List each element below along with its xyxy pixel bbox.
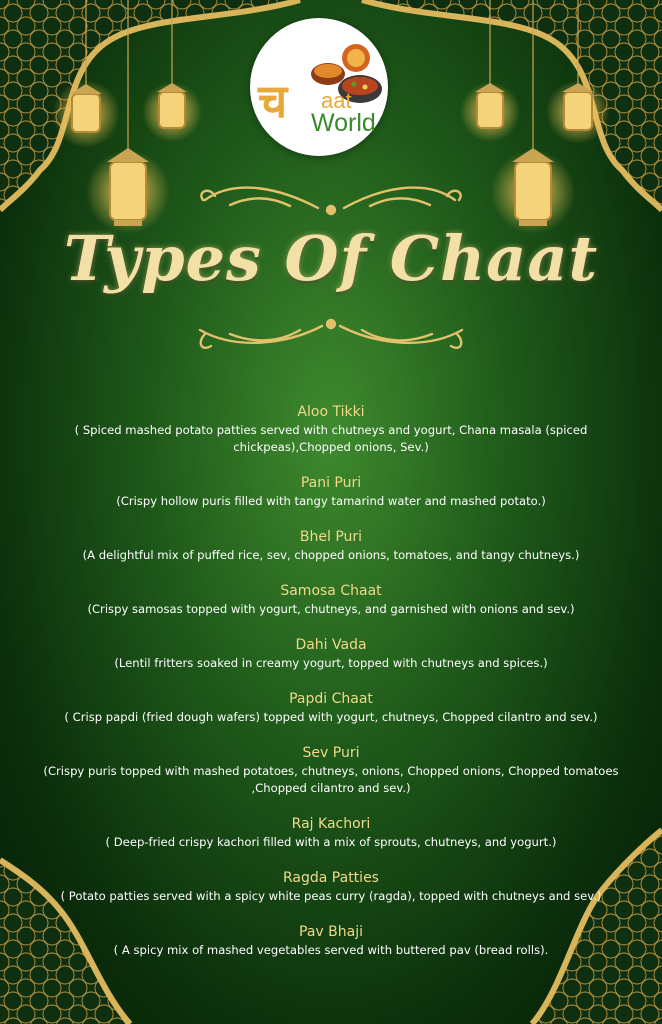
menu-item-name: Aloo Tikki — [297, 404, 365, 420]
menu-item — [40, 527, 622, 564]
menu-item — [40, 402, 622, 456]
menu-item — [40, 635, 622, 672]
menu-item-description: (Crispy puris topped with mashed potatoes, chutneys, onions, Chopped onions, Chopped tomatoes ,Chopped cilantro and sev.) — [43, 764, 619, 795]
menu-item-description: ( Spiced mashed potato patties served with chutneys and yogurt, Chana masala (spiced chickpeas),Chopped onions, Sev.) — [74, 423, 588, 454]
menu-item-description: ( Deep-fried crispy kachori filled with a mix of sprouts, chutneys, and yogurt.) — [105, 835, 557, 849]
menu-item-name: Pani Puri — [300, 475, 362, 491]
menu-item-name: Dahi Vada — [295, 637, 367, 653]
menu-item-name: Pav Bhaji — [299, 924, 363, 940]
menu-item — [40, 743, 622, 797]
menu-item — [40, 922, 622, 959]
menu-item-description: ( Potato patties served with a spicy white peas curry (ragda), topped with chutneys and sev.) — [60, 889, 602, 903]
menu-item-name: Papdi Chaat — [289, 691, 373, 707]
menu-item-name: Sev Puri — [302, 745, 360, 761]
menu-item-description: (Lentil fritters soaked in creamy yogurt, topped with chutneys and spices.) — [114, 656, 548, 670]
menu-item-description: (Crispy hollow puris filled with tangy tamarind water and mashed potato.) — [116, 494, 546, 508]
page-title: Types Of Chaat — [63, 222, 599, 295]
brand-logo — [250, 18, 388, 156]
menu-list — [40, 402, 622, 976]
menu-item — [40, 814, 622, 851]
flourish-divider-bottom — [200, 320, 462, 348]
logo-text-world: World — [311, 109, 376, 137]
menu-item-description: ( Crisp papdi (fried dough wafers) topped with yogurt, chutneys, Chopped cilantro and sev.) — [64, 710, 598, 724]
logo-text-aat: aat — [321, 88, 352, 113]
logo-glyph: च — [258, 74, 288, 128]
menu-item-description: (A delightful mix of puffed rice, sev, chopped onions, tomatoes, and tangy chutneys.) — [82, 548, 580, 562]
menu-item-name: Bhel Puri — [299, 529, 363, 545]
menu-item-description: ( A spicy mix of mashed vegetables served with buttered pav (bread rolls). — [113, 943, 549, 957]
menu-item — [40, 581, 622, 618]
menu-item-description: (Crispy samosas topped with yogurt, chutneys, and garnished with onions and sev.) — [87, 602, 575, 616]
flourish-divider-top — [201, 188, 460, 214]
menu-item-name: Ragda Patties — [283, 870, 379, 886]
menu-item — [40, 689, 622, 726]
menu-item-name: Samosa Chaat — [280, 583, 382, 599]
menu-item-name: Raj Kachori — [291, 816, 371, 832]
menu-item — [40, 473, 622, 510]
menu-item — [40, 868, 622, 905]
